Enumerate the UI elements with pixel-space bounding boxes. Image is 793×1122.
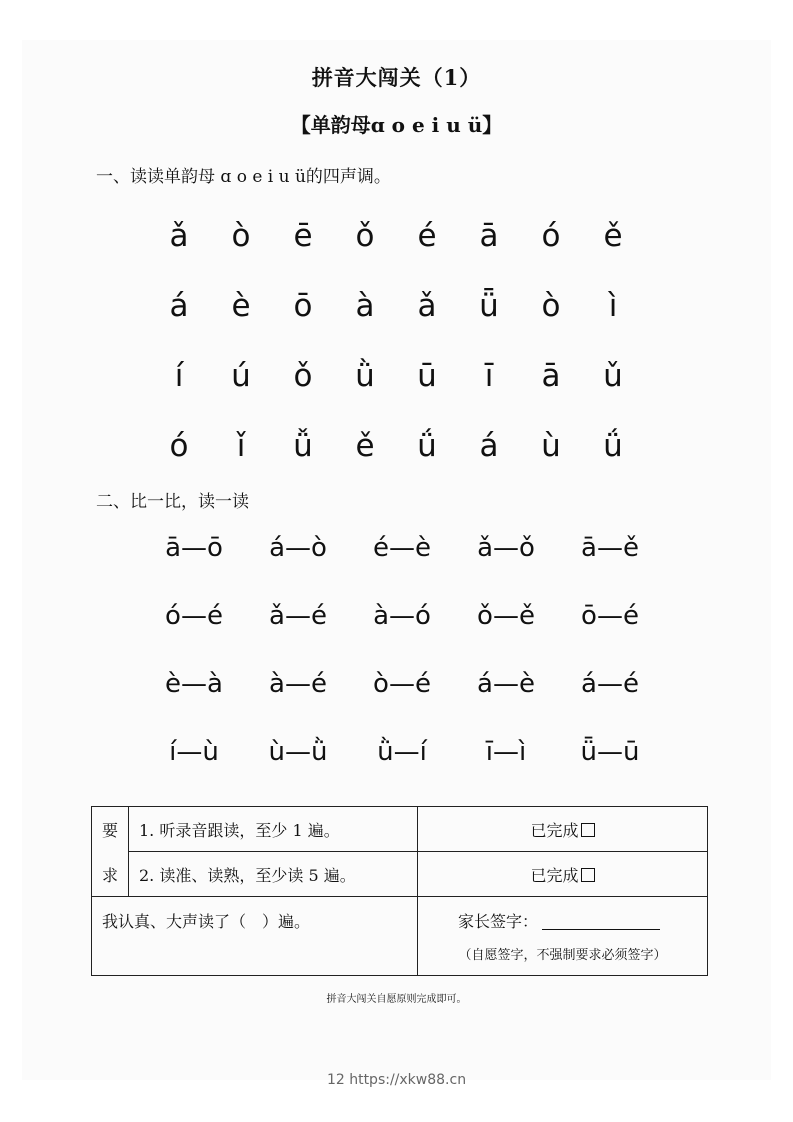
compare-pair: ù—ǜ [268, 737, 328, 767]
tone-cell: ā [541, 358, 561, 394]
tone-cell: é [417, 218, 437, 254]
tone-cell: ò [541, 288, 561, 324]
tone-cell: è [231, 288, 251, 324]
tone-cell: ā [479, 218, 499, 254]
compare-pair: ǎ—é [269, 601, 327, 631]
footer-note: 拼音大闯关自愿原则完成即可。 [326, 994, 467, 1005]
requirement-status-label: 已完成 [530, 865, 579, 885]
requirements-label-top: 要 [101, 820, 118, 840]
compare-pair: é—è [373, 533, 431, 563]
tone-cell: à [355, 288, 375, 324]
read-count-field[interactable]: 我认真、大声读了（ ）遍。 [92, 897, 418, 976]
parent-signature-cell [418, 897, 708, 976]
tone-cell: ě [603, 218, 623, 254]
requirement-status-2[interactable] [418, 852, 708, 897]
tone-grid [148, 212, 644, 492]
compare-pair: ǎ—ǒ [477, 533, 535, 563]
page-watermark: 12 https://xkw88.cn [326, 1072, 467, 1088]
tone-cell: ǚ [293, 428, 313, 464]
requirements-label [92, 807, 129, 897]
compare-pair: à—ó [373, 601, 431, 631]
tone-cell: á [479, 428, 499, 464]
compare-pair: ó—é [165, 601, 223, 631]
parent-signature-line[interactable] [542, 929, 660, 930]
tone-cell: ǐ [236, 428, 246, 464]
tone-cell: ǖ [479, 288, 499, 324]
compare-pair: ǒ—ě [477, 601, 535, 631]
compare-pair: è—à [165, 669, 223, 699]
tone-cell: ě [355, 428, 375, 464]
compare-pair: ī—ì [485, 737, 527, 767]
requirement-status-1[interactable] [418, 807, 708, 852]
tone-cell: ó [169, 428, 189, 464]
parent-signature-label: 家长签字： [458, 912, 539, 931]
tone-cell: ǘ [417, 428, 437, 464]
tone-cell: ō [293, 288, 313, 324]
compare-pair: ō—é [581, 601, 639, 631]
tone-cell: ò [231, 218, 251, 254]
compare-pair: á—é [581, 669, 639, 699]
tone-cell: ē [293, 218, 313, 254]
requirement-item-2: 2. 读准、读熟，至少读 5 遍。 [129, 852, 418, 897]
section-2-heading: 二、比一比，读一读 [96, 492, 249, 512]
compare-pair: ò—é [373, 669, 431, 699]
tone-cell: ī [484, 358, 494, 394]
page-subtitle: 【单韵母ɑ o e i u ü】 [290, 113, 503, 137]
tone-cell: ū [417, 358, 437, 394]
compare-pair: í—ù [169, 737, 219, 767]
parent-signature-note: （自愿签字，不强制要求必须签字） [458, 948, 667, 963]
compare-pair: á—è [477, 669, 535, 699]
page-title: 拼音大闯关（1） [311, 65, 482, 90]
compare-pair: ā—ō [165, 533, 223, 563]
requirements-table [91, 806, 708, 976]
compare-grid [142, 528, 662, 800]
tone-cell: ǒ [293, 358, 313, 394]
tone-cell: ù [541, 428, 561, 464]
compare-pair: ǜ—í [377, 737, 427, 767]
checkbox-icon[interactable] [581, 823, 595, 837]
requirement-item-1: 1. 听录音跟读，至少 1 遍。 [129, 807, 418, 852]
tone-cell: ǘ [603, 428, 623, 464]
tone-cell: ó [541, 218, 561, 254]
tone-cell: ú [231, 358, 251, 394]
compare-pair: á—ò [269, 533, 327, 563]
tone-cell: ì [608, 288, 618, 324]
section-1-heading: 一、读读单韵母 ɑ o e i u ü的四声调。 [96, 167, 391, 187]
tone-cell: ǜ [355, 358, 375, 394]
tone-cell: ǒ [355, 218, 375, 254]
tone-cell: ǎ [169, 218, 189, 254]
compare-pair: ǖ—ū [580, 737, 640, 767]
tone-cell: á [169, 288, 189, 324]
compare-pair: à—é [269, 669, 327, 699]
tone-cell: ǔ [603, 358, 623, 394]
compare-pair: ā—ě [581, 533, 639, 563]
checkbox-icon[interactable] [581, 868, 595, 882]
tone-cell: ǎ [417, 288, 437, 324]
requirement-status-label: 已完成 [530, 820, 579, 840]
tone-cell: í [174, 358, 184, 394]
requirements-label-bottom: 求 [101, 865, 118, 885]
